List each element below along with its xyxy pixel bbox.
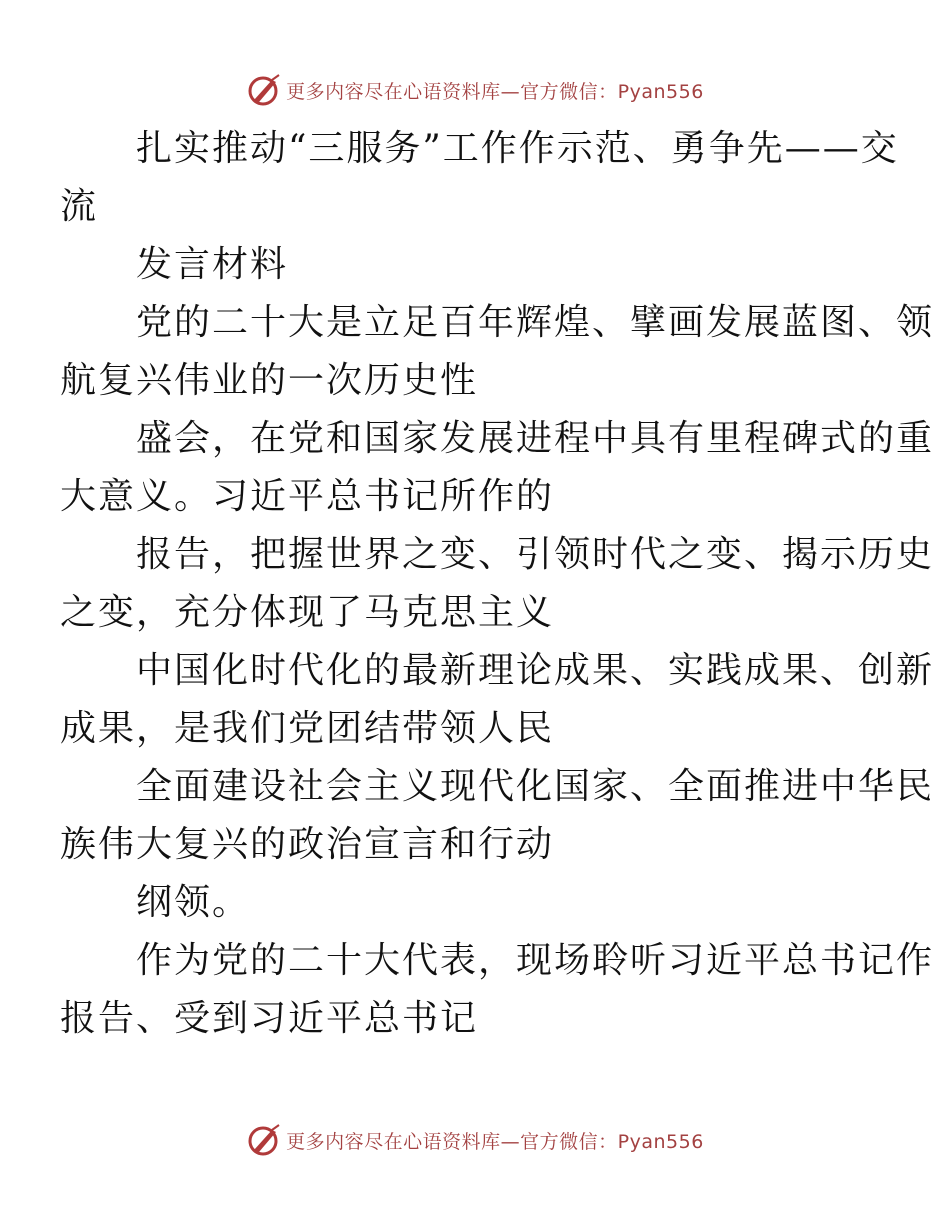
text-line: 族伟大复兴的政治宣言和行动 xyxy=(60,824,555,865)
quill-pen-logo-icon xyxy=(246,72,282,108)
paragraph-subtitle xyxy=(98,236,858,294)
text-line: 全面建设社会主义现代化国家、全面推进中华民 xyxy=(136,766,935,807)
quill-pen-logo-icon xyxy=(246,1122,282,1158)
paragraph-4 xyxy=(60,642,935,758)
text-line: 报告、受到习近平总书记 xyxy=(60,998,479,1039)
header-watermark-text: 更多内容尽在心语资料库—官方微信：Pyan556 xyxy=(286,80,704,103)
footer-watermark-text: 更多内容尽在心语资料库—官方微信：Pyan556 xyxy=(286,1130,704,1153)
header-watermark-banner xyxy=(0,70,950,110)
text-line: 报告，把握世界之变、引领时代之变、揭示历史 xyxy=(136,534,935,575)
paragraph-3 xyxy=(60,526,935,642)
text-line: 盛会，在党和国家发展进程中具有里程碑式的重 xyxy=(136,418,935,459)
text-line: 之变，充分体现了马克思主义 xyxy=(60,592,555,633)
text-line: 大意义。习近平总书记所作的 xyxy=(60,476,555,517)
paragraph-5 xyxy=(60,758,935,874)
text-line: 流 xyxy=(60,186,99,227)
text-line: 中国化时代化的最新理论成果、实践成果、创新 xyxy=(136,650,935,691)
paragraph-6 xyxy=(98,874,858,932)
text-line: 党的二十大是立足百年辉煌、擘画发展蓝图、领 xyxy=(136,302,935,343)
paragraph-title xyxy=(60,120,899,236)
paragraph-1 xyxy=(60,294,935,410)
document-body xyxy=(60,120,935,1048)
text-line: 成果，是我们党团结带领人民 xyxy=(60,708,555,749)
text-line: 纲领。 xyxy=(136,882,251,923)
text-line: 航复兴伟业的一次历史性 xyxy=(60,360,479,401)
paragraph-7 xyxy=(60,932,935,1048)
paragraph-2 xyxy=(60,410,935,526)
text-line: 作为党的二十大代表，现场聆听习近平总书记作 xyxy=(136,940,935,981)
footer-watermark-banner xyxy=(0,1120,950,1160)
text-line: 发言材料 xyxy=(136,244,289,285)
text-line: 扎实推动“三服务”工作作示范、勇争先——交 xyxy=(136,128,899,169)
